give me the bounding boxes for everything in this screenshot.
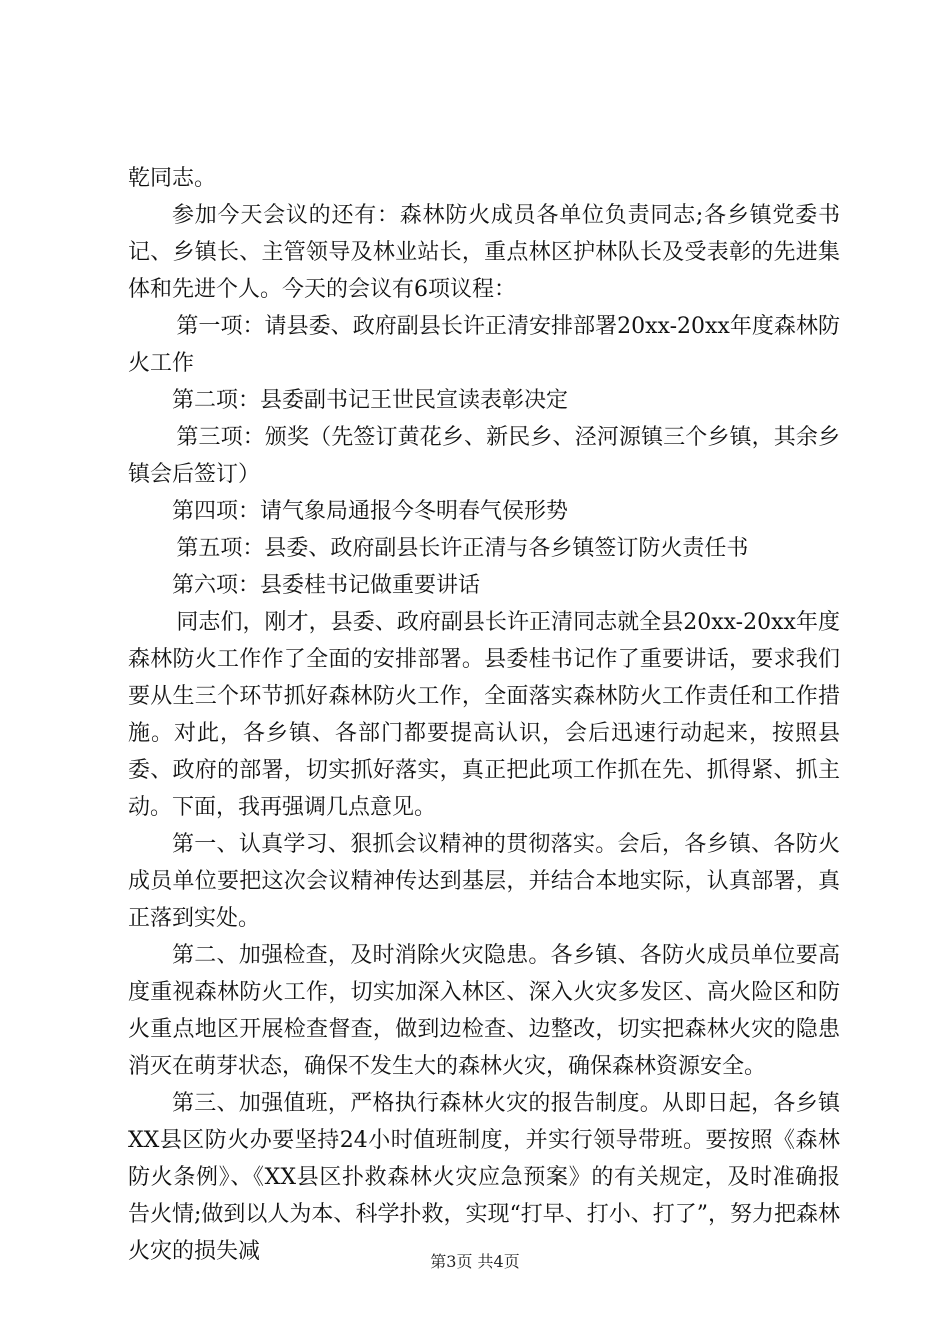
page-footer	[0, 1249, 950, 1272]
paragraph-point-2: 第二、加强检查，及时消除火灾隐患。各乡镇、各防火成员单位要高度重视森林防火工作，切实加深入林区、深入火灾多发区、高火险区和防火重点地区开展检查督查，做到边检查、边整改，切实把森林火灾的隐患消灭在萌芽状态，确保不发生大的森林火灾，确保森林资源安全。	[128, 943, 840, 1079]
agenda-item-1: 第一项：请县委、政府副县长许正清安排部署20xx-20xx年度森林防火工作	[128, 314, 840, 376]
paragraph-2: 参加今天会议的还有：森林防火成员各单位负责同志;各乡镇党委书记、乡镇长、主管领导及林业站长，重点林区护林队长及受表彰的先进集体和先进个人。今天的会议有6项议程：	[128, 203, 840, 302]
agenda-item-5: 第五项：县委、政府副县长许正清与各乡镇签订防火责任书	[176, 536, 749, 561]
document-body	[128, 160, 840, 1270]
agenda-item-6: 第六项：县委桂书记做重要讲话	[172, 573, 481, 598]
agenda-item-3: 第三项：颁奖（先签订黄花乡、新民乡、泾河源镇三个乡镇，其余乡镇会后签订）	[128, 425, 840, 487]
paragraph-1: 乾同志。	[128, 166, 217, 191]
paragraph-summary: 同志们，刚才，县委、政府副县长许正清同志就全县20xx-20xx年度森林防火工作作了全面的安排部署。县委桂书记作了重要讲话，要求我们要从生三个环节抓好森林防火工作，全面落实森林防火工作责任和工作措施。对此，各乡镇、各部门都要提高认识，会后迅速行动起来，按照县委、政府的部署，切实抓好落实，真正把此项工作抓在先、抓得紧、抓主动。下面，我再强调几点意见。	[128, 610, 840, 820]
agenda-item-4: 第四项：请气象局通报今冬明春气侯形势	[172, 499, 569, 524]
paragraph-point-1: 第一、认真学习、狠抓会议精神的贯彻落实。会后，各乡镇、各防火成员单位要把这次会议精神传达到基层，并结合本地实际，认真部署，真正落到实处。	[128, 832, 840, 931]
paragraph-point-3: 第三、加强值班，严格执行森林火灾的报告制度。从即日起，各乡镇XX县区防火办要坚持24小时值班制度，并实行领导带班。要按照《森林防火条例》、《XX县区扑救森林火灾应急预案》的有关规定，及时准确报告火情;做到以人为本、科学扑救，实现“打早、打小、打了”，努力把森林火灾的损失减	[128, 1091, 840, 1264]
agenda-item-2: 第二项：县委副书记王世民宣读表彰决定	[172, 388, 569, 413]
page-number-label: 第3页 共4页	[430, 1252, 520, 1271]
